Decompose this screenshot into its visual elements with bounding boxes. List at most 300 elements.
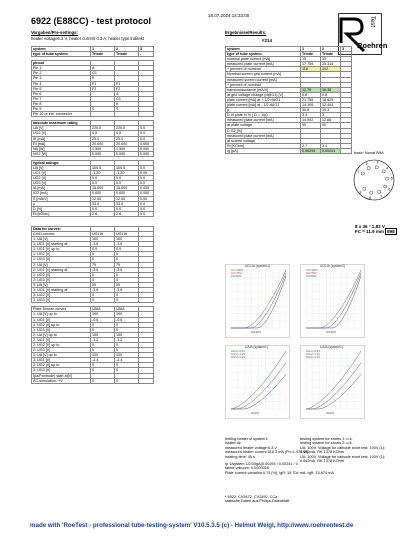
base-pin-label: 8 [369,195,372,200]
spec-cell: Pin 9 [32,107,91,112]
note-line: measured heater current:315.3 mA (Ph=1.974 W) [225,450,309,455]
spec-cell: 100 [115,312,139,317]
spec-cell: 0 [91,298,115,303]
result-cell: Ig [µA] [226,148,301,153]
legend-entry: UG1=-0.6V [231,349,246,353]
spec-cell: Pin 1 [32,66,91,71]
base-pin [367,167,370,170]
spec-cell: 0.000 [139,151,154,156]
spec-cell: 0.0 [139,131,154,136]
result-cell: 3 [341,47,352,52]
curve-graph [300,264,365,338]
footer-credit: made with 'RoeTest - professional tube-testing-system' V10.5.3.5 (c) - Helmut Weigl, http://www.roehrentest.de [30,522,354,529]
result-cell: + percent of nominal [226,67,301,72]
spec-cell: 75 [115,262,139,267]
spec-cell: 100 [91,237,115,242]
spec-cell: 100.0 [115,165,139,170]
spec-cell: -3.6 [91,242,115,247]
result-cell: type of tube system [226,52,301,57]
spec-cell: 1: UA [V] up to [32,312,91,317]
graph-title: UG1IA (system1) [245,264,271,268]
spec-cell: IA [mA] [32,186,91,191]
base-pin [375,166,378,169]
legend-entry: UG1=-1.2V [306,352,321,357]
spec-cell: F1 [115,81,139,86]
spec-cell: 1: UG2 [V] [32,252,91,257]
spec-cell: system [32,47,91,52]
spec-cell: K [115,101,139,106]
legend-entry: UA=100V [306,268,319,272]
spec-cell: 100 [91,332,115,337]
spec-cell: 100 [91,312,115,317]
spec-cell: 0 [91,327,115,332]
spec-cell: 3: UA [V] up to [32,353,91,358]
spec-cell: 25.0 [115,136,139,141]
spec-cell: -1.2 [91,337,115,342]
spec-cell: 0 [115,293,139,298]
spec-cell: f(Ia/Fentrode) start at[V] [32,373,91,378]
spec-cell: 0.0 [91,131,115,136]
spec-cell: A [115,91,139,96]
base-pin [385,177,388,180]
spec-cell: 0.0 [139,201,154,206]
result-cell: 18.629 [321,97,341,102]
legend-entry: UG1=-1.2V [231,352,246,357]
spec-cell: UG3 [V] [32,181,91,186]
result-cell: nominal plate current [mA] [226,57,301,62]
result-cell: 14.106 [301,103,321,108]
spec-cell: 1: UG3 [V] [32,257,91,262]
spec-cell: 2.6 [91,211,115,216]
spec-cell: -1.2 [115,337,139,342]
result-cell: 17.759 [301,62,321,67]
spec-cell: UA [V] [32,165,91,170]
result-cell: 30.8 [301,108,321,113]
spec-cell: UG1 [V] [32,171,91,176]
spec-cell: 2: UG2 [V] [32,272,91,277]
spec-cell: 0.00 [139,171,154,176]
spec-cell: 1: UG2 [V] up to [32,322,91,327]
spec-cell: typical ratings: [32,160,91,165]
base-pin-label: 5 [390,176,393,181]
spec-cell: 3: UG1 [V] [32,358,91,363]
spec-cell: 0.000 [139,141,154,146]
spec-cell: S [115,107,139,112]
spec-cell: Pin 8 [32,101,91,106]
result-cell: 1 [301,47,321,52]
spec-cell: 3: UG3 [V] [32,298,91,303]
spec-cell: 20.000 [91,141,115,146]
spec-cell: type of tube system [32,52,91,57]
noval-base-diagram [352,158,396,202]
spec-cell: IK [mA] [32,136,91,141]
results-label: Ergebnisse/Results: [225,30,267,35]
spec-cell: 3: UG2 [V] up to [32,363,91,368]
spec-cell: 0.0 [115,176,139,181]
spec-cell: 33.0 [115,201,139,206]
result-cell: plate current [mA] at + 1/2 dUG1 [226,97,301,102]
spec-cell: 20.000 [115,141,139,146]
spec-cell: AC-simulation, +V [32,378,91,383]
spec-cell: 3: UA [V] [32,282,91,287]
spec-cell: -3.6 [115,288,139,293]
base-pin [382,170,385,173]
base-pin [384,185,387,188]
spec-cell: 0.0 [115,181,139,186]
spec-cell [139,378,154,383]
tube-code [355,224,397,234]
result-cell: 90 [321,123,341,128]
result-cell: 12.66 [321,118,341,123]
spec-cell: 0.0 [91,247,115,252]
result-cell: transconductance [mA/V] [226,87,301,92]
spec-cell: UG2 [V] [32,131,91,136]
result-cell: 0.00241 [321,148,341,153]
curve-graph [225,345,290,419]
result-cell: at grid voltage change (d@G1) [V] [226,92,301,97]
result-cell: - [341,52,352,57]
spec-cell: 2: UG3 [V] [32,277,91,282]
spec-cell: 2.6 [115,211,139,216]
spec-cell: 1 [91,47,115,52]
spec-cell: 1: UG1 [V] [32,317,91,322]
spec-cell: F1 [91,81,115,86]
spec-cell: 1: UG3 [V] [32,327,91,332]
base-pin [378,190,381,193]
spec-cell: Pin 6 [32,91,91,96]
spec-cell: 3: UG1 [V] starting at [32,288,91,293]
note-line: heater ok [225,441,241,446]
spec-cell: - [139,52,154,57]
spec-cell: µ [32,201,91,206]
result-cell: 33.3 [321,108,341,113]
spec-cell: 100 [115,237,139,242]
spec-cell: Pin 2 [32,71,91,76]
graph-legend [231,350,245,360]
base-label: base: Noval B9A [354,150,384,155]
tube-code-line2: FC = 11.9 mm [355,229,384,234]
legend-entry: UA=50V [306,274,317,279]
legend-entry: UG1=-0.6V [306,349,321,353]
spec-cell: 3: UG2 [V] [32,293,91,298]
spec-cell: 1.500 [91,146,115,151]
result-cell: 15 [301,57,321,62]
curve-graph [300,345,365,419]
result-cell: measured plate current [mA] [226,133,301,138]
base-pin-label: 4 [386,166,389,171]
spec-cell: 2 [115,47,139,52]
spec-cell: 0 [91,257,115,262]
note-line: * 6922, CV5472, CV2492, CCa [225,495,278,499]
spec-cell: 1.500 [115,146,139,151]
note-line: testing system for shorts 2: o.k. [300,441,353,446]
graph-xlabel: UA[V] [326,411,334,415]
result-cell: system [226,47,301,52]
spec-cell: 0.0 [91,181,115,186]
spec-cell: 0.000 [139,186,154,191]
legend-entry: UA=75V [231,271,242,276]
curve-graph [225,264,290,338]
spec-cell: Triode [115,52,139,57]
spec-cell: G1 [115,96,139,101]
spec-cell: K [91,76,115,81]
spec-cell: 1: UA [V] [32,237,91,242]
spec-cell: -0.6 [91,317,115,322]
spec-cell: 0 [91,368,115,373]
spec-cell: Plate-Screen curves [32,307,91,312]
spec-cell: 100.0 [91,165,115,170]
note-line: UA: 100V, Voltage for cathode short test: 100V (1); [300,445,386,450]
spec-cell: 1: UG1 [V] up to [32,247,91,252]
spec-cell: 2: UA [V] up to [32,332,91,337]
spec-cell: 0 [115,277,139,282]
spec-cell: 2: UG1 [V] [32,337,91,342]
spec-cell: UG1IA [91,232,115,237]
heater-notes [225,437,308,459]
spec-cell: F2 [91,86,115,91]
graph-title: UG1IA (system2) [320,264,346,268]
spec-cell: 3 [139,47,154,52]
spec-cell: NG2 [W] [32,151,91,156]
spec-cell: 15.000 [115,186,139,191]
legend-entry: UA=50V [231,274,242,279]
result-cell: Triode [301,52,321,57]
result-cell: plate current [mA] at - 1/2 dUG1 [226,103,301,108]
spec-cell: 12.50 [91,196,115,201]
spec-cell: Pin 4 [32,81,91,86]
result-cell: 0.8 [301,92,321,97]
result-cell: measured screen current [mA] [226,77,301,82]
note-line: 0.062mA, RK 1378 KOhm [300,459,344,464]
spec-cell: -3.6 [91,288,115,293]
result-cell: 118 [301,67,321,72]
spec-cell: 3: UG3 [V] [32,368,91,373]
spec-cell: 0 [115,368,139,373]
note-line: Ip 1/system 1/2/3/IgA(0.00294 / 0.00241 / 0 [225,462,298,466]
spec-cell: 33.0 [91,201,115,206]
result-cell: 10.38 [321,87,341,92]
result-cell: 3 [321,113,341,118]
spec-cell: 0.0 [115,206,139,211]
spec-cell: 220.0 [91,126,115,131]
result-cell: µ [226,108,301,113]
spec-cell: 100 [115,353,139,358]
note-line: 0.062mA, RK 1378 KOhm [300,450,344,455]
spec-cell: 0.0 [139,211,154,216]
spec-row [32,378,154,383]
result-cell: Triode [321,52,341,57]
result-cell: 12.404 [321,103,341,108]
spec-cell: 0 [91,252,115,257]
result-cell: + percent of nominal [226,82,301,87]
spec-cell: Grid1 curves: [32,232,91,237]
spec-cell: 0 [115,322,139,327]
result-cell: 12.75 [301,87,321,92]
base-pin-label: 1 [357,169,360,174]
tube-code-line1: 8 x 36 ° 1,82 V [355,224,385,229]
graph-title: UAIA (system2) [320,345,343,349]
result-cell: D of plate in % ( D = 1/µ) [226,113,301,118]
spec-cell: 0 [115,378,139,383]
spec-cell: 0.000 [115,151,139,156]
spec-cell: Pin 5 [32,86,91,91]
spec-cell: UAIA [115,307,139,312]
note-line: testing system for shorts 1: o.k. [300,437,353,441]
note-line: heating time: 45 s [225,454,255,459]
graph-xlabel: UA[V] [251,411,259,415]
spec-cell: -3.6 [115,267,139,272]
spec-cell: 2: UA [V] [32,262,91,267]
spec-cell: 220.0 [115,126,139,131]
result-cell: measured plate current [mA] [226,62,301,67]
result-cell: 15 [321,57,341,62]
presets-label: Vorgaben/Pre-settings: [31,30,78,35]
spec-cell: -1.20 [115,171,139,176]
spec-cell: 0.000 [91,151,115,156]
base-pin-label: 6 [388,187,391,192]
result-cell: 15.314 [321,62,341,67]
note-line: testing heater of system1: [225,437,269,441]
results-id: #214 [262,38,273,43]
spec-cell: UG1IA [115,232,139,237]
equivalents [225,495,289,504]
result-cell: at screen voltage [226,138,301,143]
spec-cell: F2 [115,86,139,91]
spec-cell: -0.6 [115,317,139,322]
specs-table [31,46,154,384]
spec-cell: 0.000 [139,146,154,151]
result-cell: 21.756 [301,97,321,102]
spec-cell: 15.000 [91,186,115,191]
spec-cell: 0 [115,342,139,347]
result-cell [341,148,352,153]
graph-legend [306,350,320,360]
spec-cell: -3.6 [91,267,115,272]
spec-cell: absolute maximum rating [32,121,91,126]
date-stamp: 18.07.2024 14:33:00 [208,13,250,18]
result-cell: 3.3 [301,113,321,118]
spec-cell: 0 [91,322,115,327]
spec-cell: Ri [kOhm] [32,211,91,216]
result-cell: measured plate current [mA] [226,118,301,123]
spec-cell: 0.0 [91,176,115,181]
graph-xlabel: UG1[V] [251,330,261,334]
legend-entry: UG1=-2.4V [306,355,321,360]
spec-cell: 50 [115,282,139,287]
spec-cell: 2: UG1 [V] starting at [32,267,91,272]
result-cell: 14.092 [301,118,321,123]
spec-cell: A [91,66,115,71]
spec-cell: 0.0 [91,206,115,211]
spec-cell: G1 [91,71,115,76]
note-line: UA: 100V, Voltage for cathode short test: 100V (1); [300,454,386,459]
spec-cell: 0 [115,298,139,303]
spec-cell: 0 [91,348,115,353]
spec-cell: pinout [32,61,91,66]
legend-entry: UG1=-2.4V [231,355,246,360]
base-pin-label: 7 [380,194,383,199]
result-cell: 3.4 [321,143,341,148]
spec-cell: 75 [91,262,115,267]
result-cell: 90 [301,123,321,128]
short-test-notes [300,437,385,463]
base-pin [361,172,364,175]
spec-cell: 0 [115,272,139,277]
spec-cell: 0 [91,272,115,277]
spec-cell: Data for curves: [32,226,91,231]
result-cell: 0.8 [321,92,341,97]
spec-cell: 2: UG3 [V] [32,348,91,353]
spec-cell: Triode [91,52,115,57]
spec-cell: -3.6 [115,242,139,247]
spec-cell: S [91,107,115,112]
result-cell: 2.7 [301,143,321,148]
base-pin [363,187,366,190]
graph-legend [231,269,243,279]
spec-cell: 0.0 [115,131,139,136]
spec-cell: D [%] [32,206,91,211]
tube-badge: 898 [387,229,395,234]
base-pin-label: 2 [365,161,368,166]
base-pin-label: 3 [376,160,379,165]
spec-cell: 50 [91,282,115,287]
spec-cell: 0 [115,257,139,262]
spec-cell: 0.0 [139,181,154,186]
spec-cell: 0 [115,327,139,332]
graph-legend [306,269,318,279]
base-pin-label: 9 [359,190,362,195]
spec-cell: -1.20 [91,171,115,176]
note-line: statische Daten aus Philips-Datenblatt [225,499,290,504]
spec-cell: 0 [91,293,115,298]
measurement-notes [225,462,334,475]
spec-cell: 1: UG1 [V] starting at [32,242,91,247]
note-line: faktor vakuum: 0.0000016 [225,466,269,471]
result-row [226,148,352,153]
spec-cell: 0.0 [139,136,154,141]
results-table [225,46,352,154]
spec-cell: NA [W] [32,146,91,151]
note-line: Plate current variation:0.75 [%], IgR: 15.704 mA, IgR: 15.674 mA [225,470,334,475]
logo-vertical: Test [369,16,375,28]
spec-cell: 0 [91,277,115,282]
graph-title: UAIA (system1) [245,345,268,349]
graph-xlabel: UG1[V] [326,330,336,334]
spec-cell: 0.000 [115,191,139,196]
spec-cell: 100 [115,332,139,337]
spec-cell: UAIA [91,307,115,312]
spec-cell: UA [V] [32,126,91,131]
result-cell: Ri [KOhm] [226,143,301,148]
spec-cell: 0 [91,363,115,368]
spec-cell: IG2 [mA] [32,191,91,196]
spec-cell: 0.000 [139,191,154,196]
spec-cell: 0 [115,252,139,257]
base-pin [370,191,373,194]
spec-cell: 0.0 [139,176,154,181]
spec-cell: 25.0 [91,136,115,141]
spec-cell: 0 [115,348,139,353]
spec-cell: 0 [91,342,115,347]
spec-cell: 0 [91,378,115,383]
logo-text: Roehren [357,41,388,50]
legend-entry: UA=75V [306,271,317,276]
spec-cell: 0 [115,363,139,368]
spec-cell: 0.0 [139,165,154,170]
spec-cell: Pin 10 or ext. connector [32,112,91,117]
spec-cell: 100 [91,353,115,358]
spec-cell: 0.0 [115,247,139,252]
